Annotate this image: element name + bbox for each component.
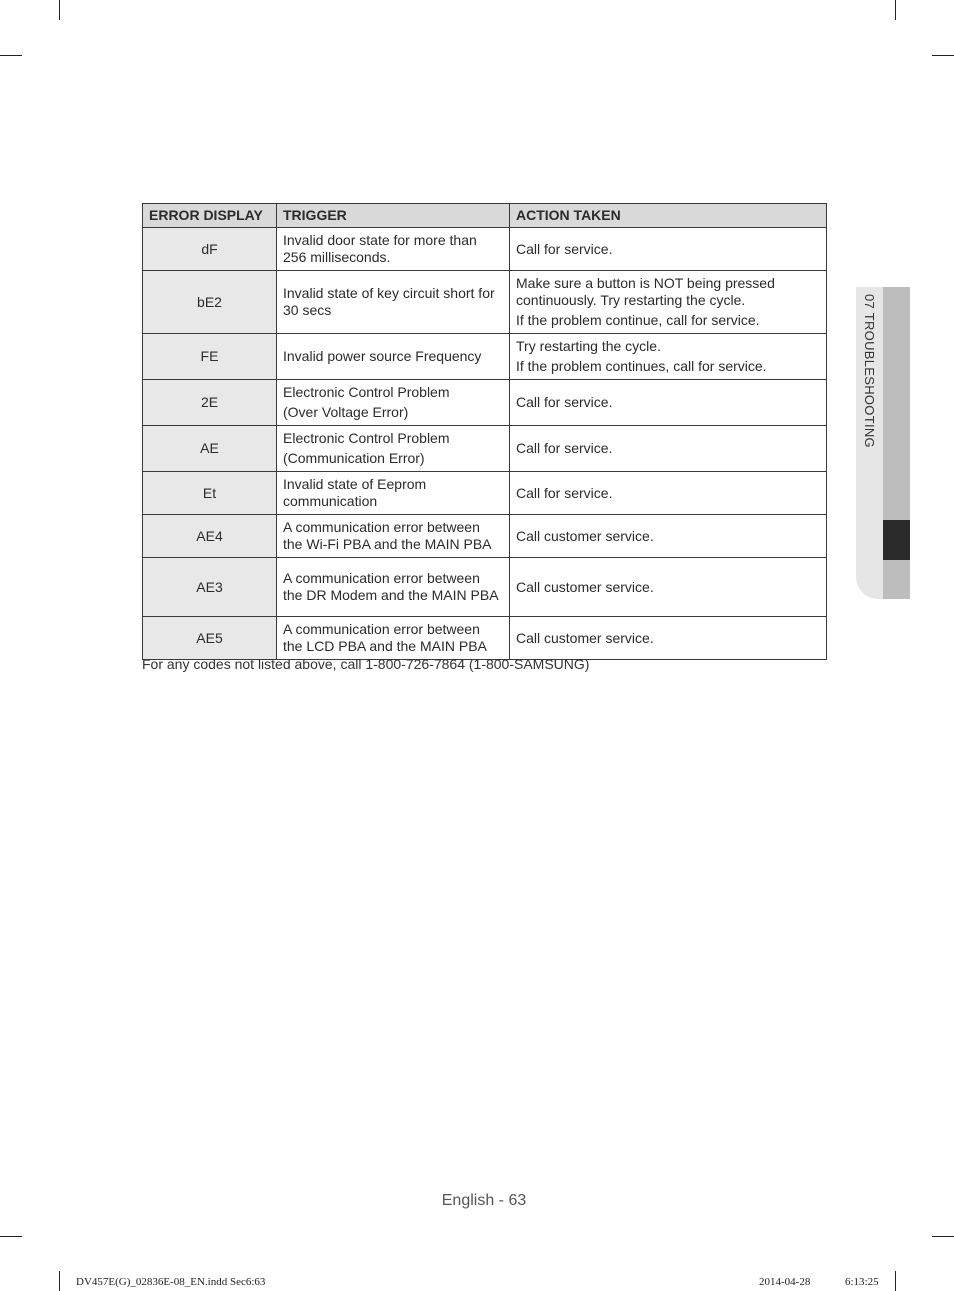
trigger-cell (277, 426, 510, 472)
crop-mark (895, 1271, 896, 1291)
trigger-text: Electronic Control Problem (283, 384, 450, 400)
trigger-cell (277, 271, 510, 334)
action-text: Call for service. (516, 484, 613, 501)
error-code-cell: 2E (143, 380, 277, 426)
error-code-cell: AE (143, 426, 277, 472)
trigger-cell (277, 334, 510, 380)
table-row (143, 271, 827, 334)
action-cell (510, 271, 827, 334)
error-code-cell: dF (143, 228, 277, 271)
error-code-cell: FE (143, 334, 277, 380)
trigger-text: (Over Voltage Error) (283, 404, 409, 420)
slug-date: 2014-04-28 (759, 1276, 811, 1288)
table-row (143, 617, 827, 660)
table-row (143, 515, 827, 558)
trigger-cell (277, 515, 510, 558)
table-row (143, 558, 827, 617)
crop-mark (895, 0, 896, 20)
crop-mark (59, 0, 60, 20)
action-text: Try restarting the cycle. (516, 338, 661, 354)
side-tab-marker (883, 520, 910, 560)
action-cell (510, 334, 827, 380)
crop-mark (932, 55, 954, 56)
header-trigger: TRIGGER (277, 204, 510, 228)
header-error-display: ERROR DISPLAY (143, 204, 277, 228)
action-text: Call customer service. (516, 527, 654, 544)
trigger-text: (Communication Error) (283, 450, 425, 466)
trigger-text: Invalid state of Eeprom communication (283, 476, 427, 509)
action-cell (510, 472, 827, 515)
trigger-text: A communication error between the DR Modem and the MAIN PBA (283, 570, 499, 603)
table-body (143, 228, 827, 660)
trigger-text: Invalid power source Frequency (283, 348, 482, 364)
action-cell (510, 426, 827, 472)
table-row (143, 380, 827, 426)
action-cell (510, 228, 827, 271)
error-code-cell: AE4 (143, 515, 277, 558)
action-text: Call customer service. (516, 578, 654, 595)
trigger-text: A communication error between the Wi-Fi PBA and the MAIN PBA (283, 519, 492, 552)
crop-mark (0, 1236, 22, 1237)
header-action-taken: ACTION TAKEN (510, 204, 827, 228)
trigger-cell (277, 617, 510, 660)
error-code-cell: AE5 (143, 617, 277, 660)
page-number: English - 63 (441, 1192, 527, 1209)
trigger-text: Electronic Control Problem (283, 430, 450, 446)
action-text: If the problem continue, call for service. (516, 312, 760, 328)
table-row (143, 472, 827, 515)
action-cell (510, 617, 827, 660)
action-text: Make sure a button is NOT being pressed continuously. Try restarting the cycle. (516, 275, 775, 308)
trigger-cell (277, 228, 510, 271)
trigger-text: A communication error between the LCD PBA and the MAIN PBA (283, 621, 487, 654)
action-text: If the problem continues, call for service. (516, 358, 767, 374)
error-code-cell: bE2 (143, 271, 277, 334)
trigger-text: Invalid door state for more than 256 milliseconds. (283, 232, 477, 265)
table-row (143, 334, 827, 380)
footnote: For any codes not listed above, call 1-800-726-7864 (1-800-SAMSUNG) (142, 656, 590, 672)
action-cell (510, 515, 827, 558)
action-cell (510, 558, 827, 617)
slug-time: 6:13:25 (845, 1276, 879, 1288)
action-text: Call customer service. (516, 629, 654, 646)
crop-mark (0, 55, 22, 56)
error-code-cell: Et (143, 472, 277, 515)
table-row (143, 228, 827, 271)
crop-mark (59, 1271, 60, 1291)
slug-file: DV457E(G)_02836E-08_EN.indd Sec6:63 (76, 1276, 266, 1288)
table-row (143, 426, 827, 472)
action-cell (510, 380, 827, 426)
action-text: Call for service. (516, 440, 613, 456)
action-text: Call for service. (516, 394, 613, 410)
error-code-table (142, 203, 827, 660)
trigger-cell (277, 380, 510, 426)
trigger-text: Invalid state of key circuit short for 30 secs (283, 285, 495, 318)
crop-mark (932, 1236, 954, 1237)
trigger-cell (277, 472, 510, 515)
table-header-row (143, 204, 827, 228)
error-code-cell: AE3 (143, 558, 277, 617)
action-text: Call for service. (516, 240, 613, 257)
section-label: 07 TROUBLESHOOTING (862, 294, 877, 448)
trigger-cell (277, 558, 510, 617)
